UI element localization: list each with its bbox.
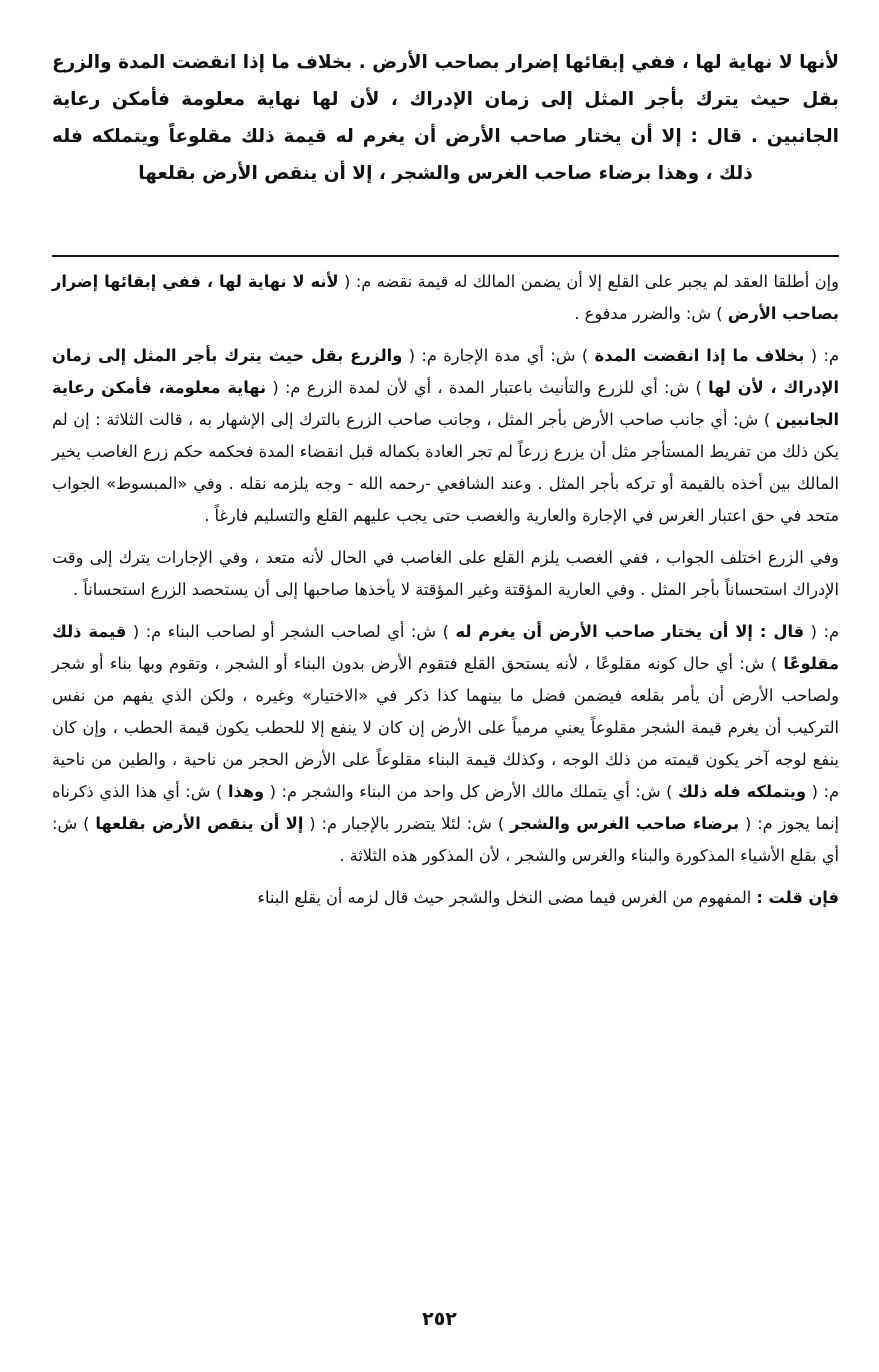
commentary-text: ) ش: أي مدة الإجارة م: (: [402, 346, 595, 365]
commentary-text: ) ش: أي جانب صاحب الأرض بأجر المثل ، وجانب صاحب الزرع بالترك إلى الإشهار به ، قالت الثلاثة : إن لم يكن ذلك من تفريط المستأجر مثل أن يزرع زرعاً لم تجر العادة بكماله قبل انقضاء المدة فحكمه حكم زرع الغاصب يخير المالك بين أخذه بالقيمة أو تركه بأجر المثل . وعند الشافعي -رحمه الله - وجه يلزمه نقله . وفي «المبسوط» الجواب متحد في حق اعتبار الغرس في الإجارة والعارية والغصب حتى يجب عليهم القلع والتسليم فارغاً .: [52, 410, 839, 525]
quoted-matn-text: وهذا: [227, 782, 265, 801]
quoted-matn-text: قال : إلا أن يختار صاحب الأرض أن يغرم له: [455, 622, 805, 641]
quoted-matn-text: ويتملكه فله ذلك: [678, 782, 807, 801]
commentary-text: ) ش: والضرر مدفوع .: [574, 304, 728, 323]
commentary-text: ) ش: أي يتملك مالك الأرض كل واحد من البناء والشجر م: (: [264, 782, 679, 801]
commentary-text: م: (: [804, 346, 839, 365]
commentary-paragraph: [52, 616, 839, 872]
quoted-matn-text: والزرع بقل حيث يترك بأجر المثل إلى زمان الإدراك ، لأن لها: [52, 346, 839, 397]
commentary-text: م: (: [804, 622, 839, 641]
commentary-text: ) ش: أي بقلع الأشياء المذكورة والبناء والغرس والشجر ، لأن المذكور هذه الثلاثة .: [52, 814, 839, 865]
page-number: ٢٥٢: [422, 1308, 457, 1330]
quoted-matn-text: فإن قلت :: [756, 888, 839, 907]
quoted-matn-text: بخلاف ما إذا انقضت المدة: [594, 346, 805, 365]
section-divider: [52, 255, 839, 257]
quoted-matn-text: قيمة ذلك مقلوعًا: [52, 622, 839, 673]
commentary-paragraph: [52, 882, 839, 914]
commentary-paragraph: [52, 340, 839, 532]
quoted-matn-text: برضاء صاحب الغرس والشجر: [510, 814, 740, 833]
commentary-paragraph: [52, 266, 839, 330]
commentary-text: وإن أطلقا العقد لم يجبر على القلع إلا أن يضمن المالك له قيمة نقضه م: (: [338, 272, 839, 291]
commentary-text: ) ش: لئلا يتضرر بالإجبار م: (: [303, 814, 511, 833]
commentary-text: ) ش: أي هذا الذي ذكرناه إنما يجوز م: (: [52, 782, 839, 833]
quoted-matn-text: إلا أن ينقص الأرض بقلعها: [95, 814, 304, 833]
quoted-matn-text: نهاية معلومة، فأمكن رعاية الجانبين: [52, 378, 839, 429]
main-text-block: [52, 44, 839, 192]
commentary-block: [52, 266, 839, 924]
commentary-paragraph: [52, 542, 839, 606]
main-text: لأنها لا نهاية لها ، ففي إبقائها إضرار بصاحب الأرض . بخلاف ما إذا انقضت المدة والزرع بقل حيث يترك بأجر المثل إلى زمان الإدراك ، لأن لها نهاية معلومة فأمكن رعاية الجانبين . قال : إلا أن يختار صاحب الأرض أن يغرم له قيمة ذلك مقلوعاً ويتملكه فله ذلك ، وهذا برضاء صاحب الغرس والشجر ، إلا أن ينقص الأرض بقلعها: [52, 52, 839, 184]
commentary-text: ) ش: أي لصاحب الشجر أو لصاحب البناء م: (: [126, 622, 456, 641]
commentary-text: ) ش: أي للزرع والتأنيث باعتبار المدة ، أي لأن لمدة الزرع م: (: [266, 378, 709, 397]
commentary-text: وفي الزرع اختلف الجواب ، ففي الغصب يلزم القلع على الغاصب في الحال لأنه متعد ، وفي الإجارات يترك إلى وقت الإدراك استحساناً بأجر المثل . وفي العارية المؤقتة وغير المؤقتة لا يأخذها صاحبها إلى أن يستحصد الزرع استحساناً .: [52, 548, 839, 599]
quoted-matn-text: لأنه لا نهاية لها ، ففي إبقائها إضرار بصاحب الأرض: [52, 272, 839, 323]
commentary-text: المفهوم من الغرس فيما مضى النخل والشجر حيث قال لزمه أن يقلع البناء: [257, 888, 757, 907]
commentary-text: ) ش: أي حال كونه مقلوعًا ، لأنه يستحق القلع فتقوم الأرض بدون البناء أو الشجر ، وتقوم وبها بناء أو شجر ولصاحب الأرض أن يأمر بقلعه فيضمن فضل ما بينهما كذا ذكر في «الاختيار» وغيره ، ولكن الذي يفهم من نفس التركيب أن يغرم قيمة الشجر مقلوعاً يعني مرمياً على الأرض إن كان لا ينفع إلا للحطب يكون قيمة الحطب ، وإن كان ينفع لوجه آخر يكون قيمته من ذلك الوجه ، وكذلك قيمة البناء مقلوعاً على الأرض الحجر من ناحية ، والطين من ناحية م: (: [52, 654, 839, 801]
